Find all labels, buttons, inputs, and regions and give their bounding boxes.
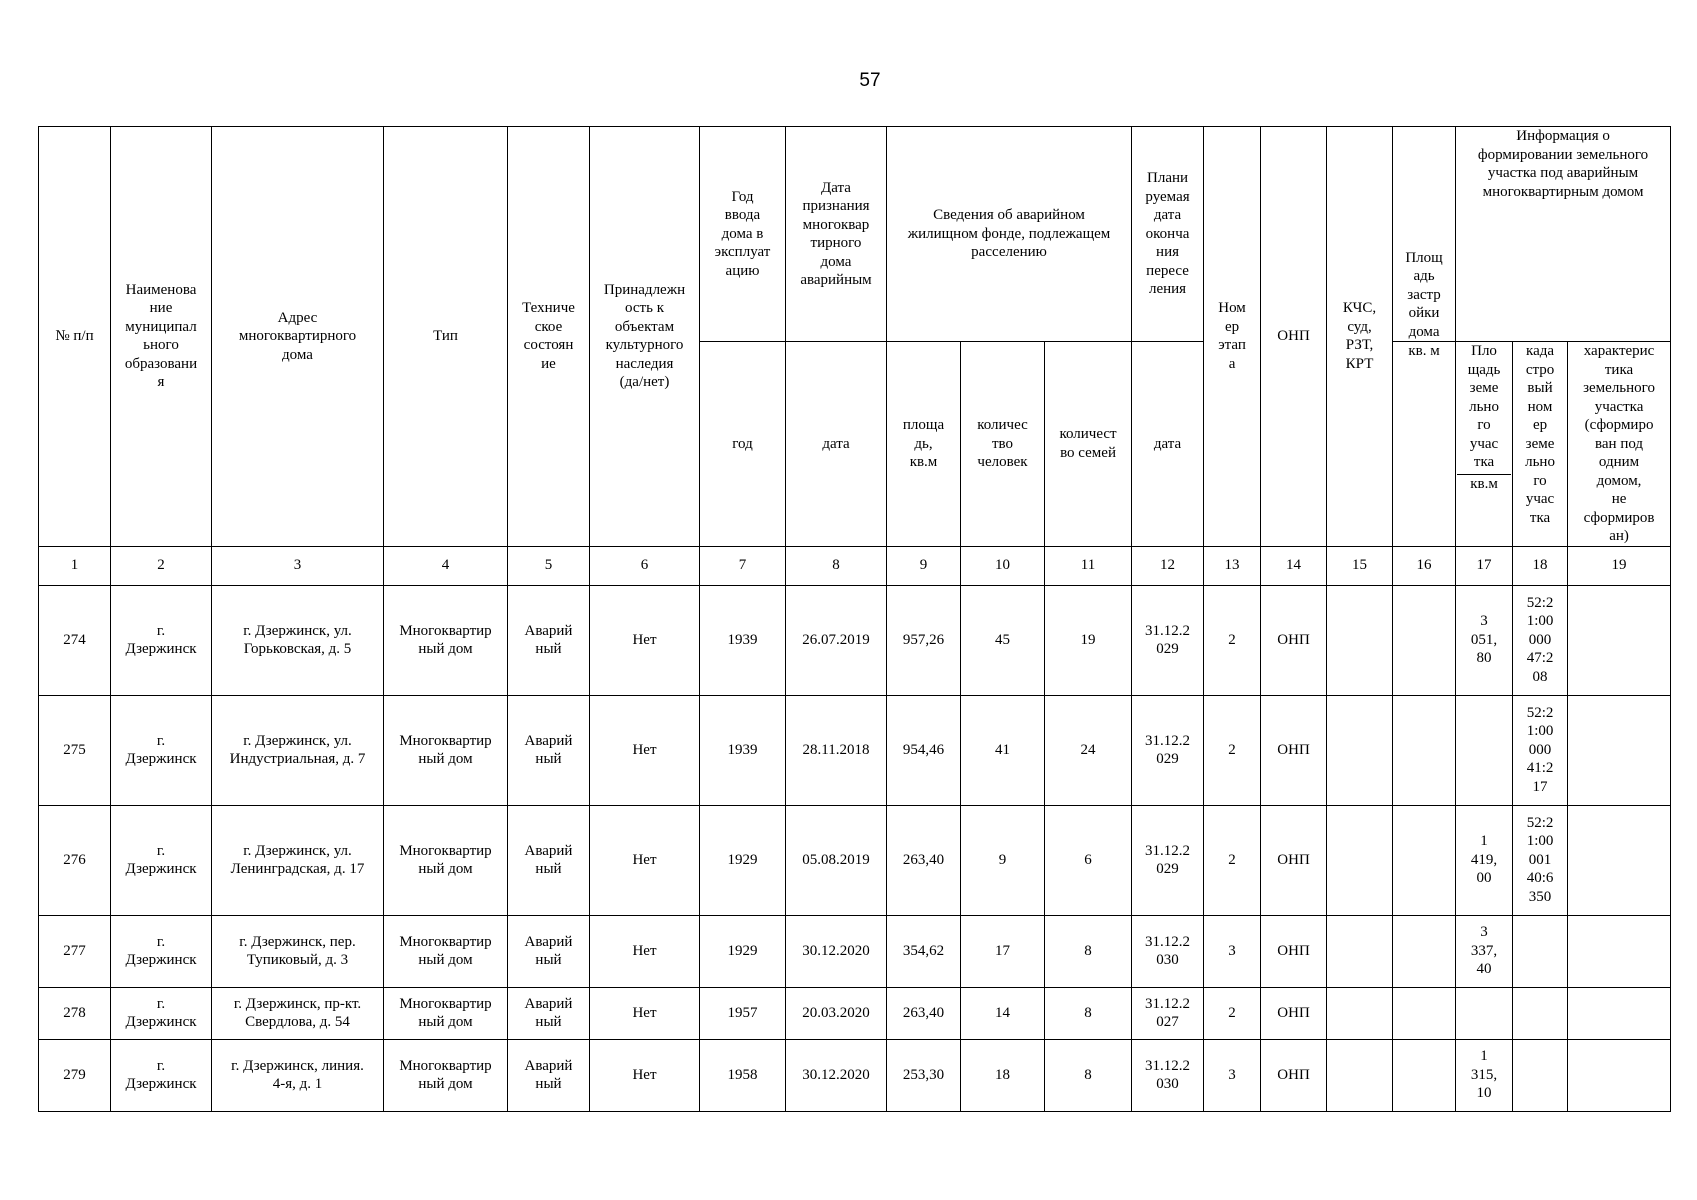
- column-number: 8: [786, 546, 887, 585]
- cell-commission-year: 1929: [700, 805, 786, 915]
- column-number: 10: [961, 546, 1045, 585]
- cell-land-area: [1456, 695, 1513, 805]
- cell-row-number: 277: [39, 915, 111, 987]
- column-number: 1: [39, 546, 111, 585]
- cell-municipality: г. Дзержинск: [111, 695, 212, 805]
- cell-kchs: [1327, 915, 1393, 987]
- cell-commission-year: 1929: [700, 915, 786, 987]
- table-row: [39, 987, 1671, 1039]
- cell-municipality: г. Дзержинск: [111, 987, 212, 1039]
- cell-land-area: 1 419, 00: [1456, 805, 1513, 915]
- cell-family-count: 24: [1045, 695, 1132, 805]
- column-number: 3: [212, 546, 384, 585]
- table-body: [39, 585, 1671, 1111]
- header-technical-state: Техниче ское состоян ие: [508, 127, 590, 547]
- column-number: 2: [111, 546, 212, 585]
- cell-emergency-date: 30.12.2020: [786, 915, 887, 987]
- cell-planned-date: 31.12.2 029: [1132, 695, 1204, 805]
- cell-row-number: 278: [39, 987, 111, 1039]
- cell-heritage: Нет: [590, 987, 700, 1039]
- cell-people-count: 18: [961, 1039, 1045, 1111]
- subheader-families: количест во семей: [1045, 342, 1132, 547]
- cell-emergency-date: 05.08.2019: [786, 805, 887, 915]
- cell-planned-date: 31.12.2 027: [1132, 987, 1204, 1039]
- cell-building-area: [1393, 1039, 1456, 1111]
- cell-area: 354,62: [887, 915, 961, 987]
- cell-people-count: 9: [961, 805, 1045, 915]
- cell-family-count: 6: [1045, 805, 1132, 915]
- cell-address: г. Дзержинск, пер. Тупиковый, д. 3: [212, 915, 384, 987]
- header-type: Тип: [384, 127, 508, 547]
- cell-planned-date: 31.12.2 030: [1132, 915, 1204, 987]
- cell-cadastre-number: 52:2 1:00 000 47:2 08: [1513, 585, 1568, 695]
- header-building-area: Площ адь застр ойки дома: [1393, 127, 1456, 342]
- header-land-area: Пло щадь земе льно го учас тка: [1467, 343, 1501, 470]
- cell-land-area: 3 337, 40: [1456, 915, 1513, 987]
- column-number: 14: [1261, 546, 1327, 585]
- cell-building-area: [1393, 695, 1456, 805]
- cell-technical-state: Аварий ный: [508, 987, 590, 1039]
- cell-building-area: [1393, 987, 1456, 1039]
- cell-onp: ОНП: [1261, 695, 1327, 805]
- subheader-plan-date: дата: [1132, 342, 1204, 547]
- cell-address: г. Дзержинск, ул. Ленинградская, д. 17: [212, 805, 384, 915]
- column-number: 18: [1513, 546, 1568, 585]
- cell-people-count: 17: [961, 915, 1045, 987]
- table-row: [39, 585, 1671, 695]
- cell-family-count: 19: [1045, 585, 1132, 695]
- cell-building-type: Многоквартир ный дом: [384, 585, 508, 695]
- cell-kchs: [1327, 1039, 1393, 1111]
- cell-building-type: Многоквартир ный дом: [384, 915, 508, 987]
- header-land-area-unit: кв.м: [1457, 474, 1511, 494]
- cell-family-count: 8: [1045, 1039, 1132, 1111]
- header-land-plot-info: Информация о формировании земельного участка под аварийным многоквартирным домом: [1456, 127, 1671, 342]
- cell-onp: ОНП: [1261, 585, 1327, 695]
- cell-stage: 3: [1204, 1039, 1261, 1111]
- subheader-area: площа дь, кв.м: [887, 342, 961, 547]
- cell-land-area: 1 315, 10: [1456, 1039, 1513, 1111]
- cell-land-characteristics: [1568, 915, 1671, 987]
- cell-onp: ОНП: [1261, 915, 1327, 987]
- cell-land-characteristics: [1568, 585, 1671, 695]
- column-number: 16: [1393, 546, 1456, 585]
- cell-building-type: Многоквартир ный дом: [384, 987, 508, 1039]
- cell-area: 263,40: [887, 987, 961, 1039]
- table-row: [39, 695, 1671, 805]
- cell-commission-year: 1957: [700, 987, 786, 1039]
- cell-stage: 2: [1204, 987, 1261, 1039]
- column-number: 15: [1327, 546, 1393, 585]
- page-number: 57: [859, 70, 881, 91]
- cell-heritage: Нет: [590, 585, 700, 695]
- table-row: [39, 1039, 1671, 1111]
- cell-stage: 3: [1204, 915, 1261, 987]
- header-municipality: Наименова ние муниципал ьного образовани я: [111, 127, 212, 547]
- cell-onp: ОНП: [1261, 1039, 1327, 1111]
- cell-heritage: Нет: [590, 695, 700, 805]
- cell-building-area: [1393, 585, 1456, 695]
- cell-planned-date: 31.12.2 029: [1132, 585, 1204, 695]
- column-number: 17: [1456, 546, 1513, 585]
- cell-cadastre-number: [1513, 915, 1568, 987]
- cell-emergency-date: 26.07.2019: [786, 585, 887, 695]
- cell-commission-year: 1958: [700, 1039, 786, 1111]
- cell-commission-year: 1939: [700, 585, 786, 695]
- cell-address: г. Дзержинск, линия. 4-я, д. 1: [212, 1039, 384, 1111]
- header-kchs: КЧС, суд, РЗТ, КРТ: [1327, 127, 1393, 547]
- column-number: 5: [508, 546, 590, 585]
- column-number: 19: [1568, 546, 1671, 585]
- subheader-date: дата: [786, 342, 887, 547]
- cell-row-number: 275: [39, 695, 111, 805]
- subheader-year: год: [700, 342, 786, 547]
- cell-onp: ОНП: [1261, 805, 1327, 915]
- cell-row-number: 274: [39, 585, 111, 695]
- header-onp: ОНП: [1261, 127, 1327, 547]
- column-number: 4: [384, 546, 508, 585]
- column-number: 9: [887, 546, 961, 585]
- header-commission-year: Год ввода дома в эксплуат ацию: [700, 127, 786, 342]
- cell-onp: ОНП: [1261, 987, 1327, 1039]
- cell-municipality: г. Дзержинск: [111, 1039, 212, 1111]
- cell-cadastre-number: 52:2 1:00 001 40:6 350: [1513, 805, 1568, 915]
- cell-heritage: Нет: [590, 915, 700, 987]
- cell-emergency-date: 28.11.2018: [786, 695, 887, 805]
- cell-land-characteristics: [1568, 695, 1671, 805]
- cell-municipality: г. Дзержинск: [111, 915, 212, 987]
- cell-cadastre-number: [1513, 987, 1568, 1039]
- column-number: 12: [1132, 546, 1204, 585]
- cell-planned-date: 31.12.2 030: [1132, 1039, 1204, 1111]
- header-land-characteristics: характерис тика земельного участка (сформиро ван под одним домом, не сформиров ан): [1568, 342, 1671, 547]
- subheader-building-area-unit: кв. м: [1393, 342, 1456, 547]
- header-row-number: № п/п: [39, 127, 111, 547]
- cell-address: г. Дзержинск, ул. Индустриальная, д. 7: [212, 695, 384, 805]
- header-stage-number: Ном ер этап а: [1204, 127, 1261, 547]
- cell-address: г. Дзержинск, ул. Горьковская, д. 5: [212, 585, 384, 695]
- cell-technical-state: Аварий ный: [508, 695, 590, 805]
- cell-stage: 2: [1204, 805, 1261, 915]
- cell-land-characteristics: [1568, 805, 1671, 915]
- cell-emergency-date: 30.12.2020: [786, 1039, 887, 1111]
- cell-land-characteristics: [1568, 1039, 1671, 1111]
- cell-kchs: [1327, 695, 1393, 805]
- table-row: [39, 805, 1671, 915]
- cell-area: 954,46: [887, 695, 961, 805]
- cell-building-area: [1393, 805, 1456, 915]
- cell-heritage: Нет: [590, 805, 700, 915]
- cell-municipality: г. Дзержинск: [111, 805, 212, 915]
- cell-technical-state: Аварий ный: [508, 805, 590, 915]
- cell-address: г. Дзержинск, пр-кт. Свердлова, д. 54: [212, 987, 384, 1039]
- cell-municipality: г. Дзержинск: [111, 585, 212, 695]
- cell-cadastre-number: 52:2 1:00 000 41:2 17: [1513, 695, 1568, 805]
- column-number: 6: [590, 546, 700, 585]
- cell-family-count: 8: [1045, 987, 1132, 1039]
- cell-stage: 2: [1204, 585, 1261, 695]
- subheader-land-area-unit: [1456, 342, 1513, 547]
- emergency-housing-table: [38, 126, 1671, 1112]
- column-number-row: [39, 546, 1671, 585]
- cell-technical-state: Аварий ный: [508, 585, 590, 695]
- cell-commission-year: 1939: [700, 695, 786, 805]
- cell-emergency-date: 20.03.2020: [786, 987, 887, 1039]
- cell-building-area: [1393, 915, 1456, 987]
- header-emergency-date: Дата признания многоквар тирного дома аварийным: [786, 127, 887, 342]
- cell-cadastre-number: [1513, 1039, 1568, 1111]
- header-cadastre-number: када стро вый ном ер земе льно го учас тка: [1513, 342, 1568, 547]
- cell-land-area: [1456, 987, 1513, 1039]
- header-resettlement-info: Сведения об аварийном жилищном фонде, подлежащем расселению: [887, 127, 1132, 342]
- cell-family-count: 8: [1045, 915, 1132, 987]
- cell-planned-date: 31.12.2 029: [1132, 805, 1204, 915]
- cell-building-type: Многоквартир ный дом: [384, 695, 508, 805]
- cell-row-number: 276: [39, 805, 111, 915]
- cell-heritage: Нет: [590, 1039, 700, 1111]
- cell-row-number: 279: [39, 1039, 111, 1111]
- column-number: 7: [700, 546, 786, 585]
- column-number: 11: [1045, 546, 1132, 585]
- cell-building-type: Многоквартир ный дом: [384, 805, 508, 915]
- table-row: [39, 915, 1671, 987]
- cell-area: 263,40: [887, 805, 961, 915]
- cell-people-count: 45: [961, 585, 1045, 695]
- cell-area: 957,26: [887, 585, 961, 695]
- header-planned-date: Плани руемая дата оконча ния пересе ления: [1132, 127, 1204, 342]
- cell-stage: 2: [1204, 695, 1261, 805]
- cell-building-type: Многоквартир ный дом: [384, 1039, 508, 1111]
- cell-land-characteristics: [1568, 987, 1671, 1039]
- subheader-people: количес тво человек: [961, 342, 1045, 547]
- header-cultural-heritage: Принадлежн ость к объектам культурного наследия (да/нет): [590, 127, 700, 547]
- cell-people-count: 14: [961, 987, 1045, 1039]
- cell-area: 253,30: [887, 1039, 961, 1111]
- cell-kchs: [1327, 585, 1393, 695]
- column-number: 13: [1204, 546, 1261, 585]
- cell-land-area: 3 051, 80: [1456, 585, 1513, 695]
- cell-kchs: [1327, 987, 1393, 1039]
- cell-people-count: 41: [961, 695, 1045, 805]
- cell-kchs: [1327, 805, 1393, 915]
- cell-technical-state: Аварий ный: [508, 915, 590, 987]
- cell-technical-state: Аварий ный: [508, 1039, 590, 1111]
- header-address: Адрес многоквартирного дома: [212, 127, 384, 547]
